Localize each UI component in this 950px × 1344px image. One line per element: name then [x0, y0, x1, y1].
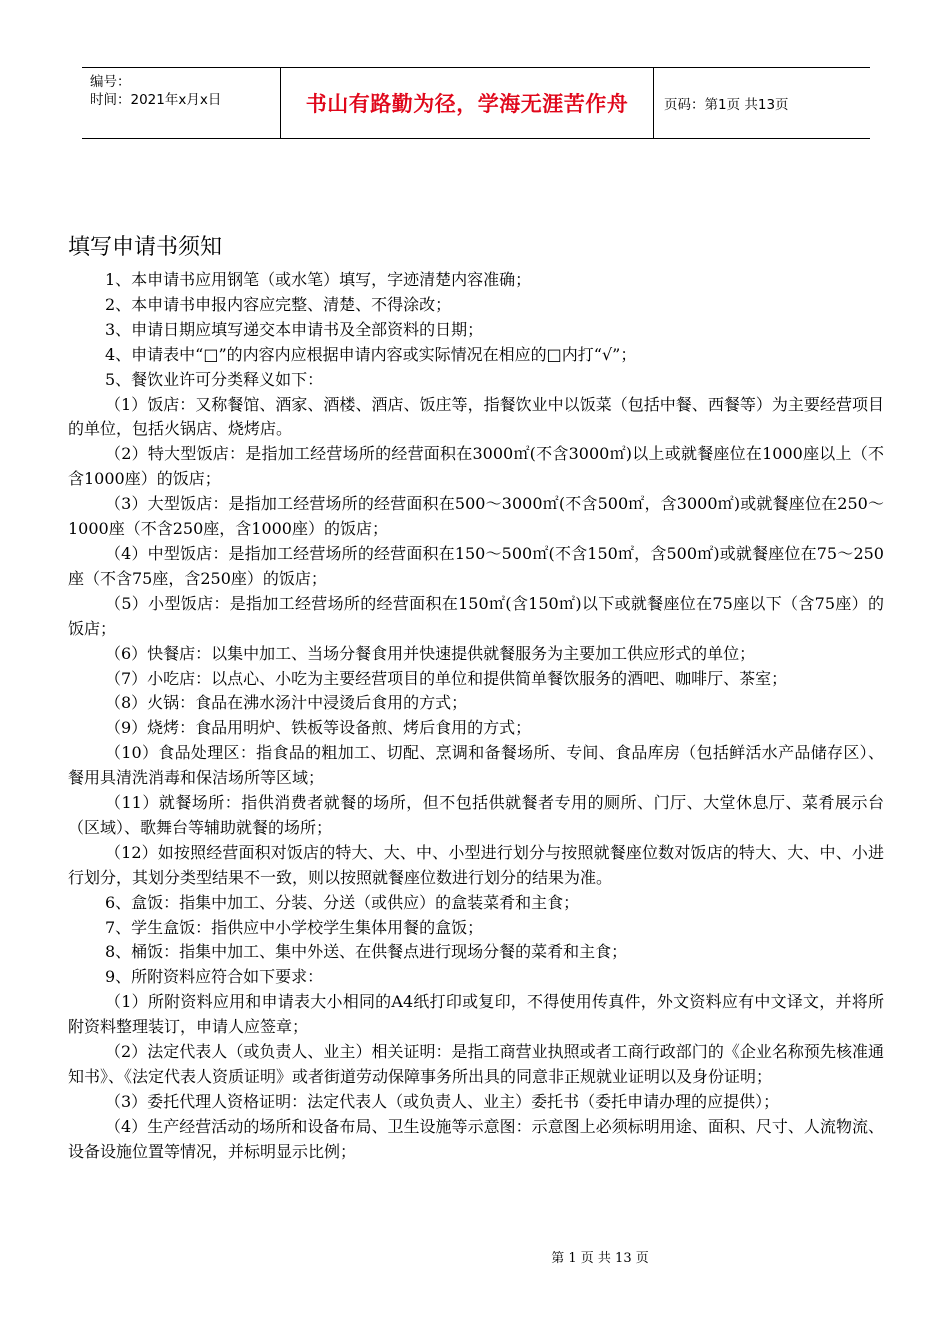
body-paragraph: （3）大型饭店：是指加工经营场所的经营面积在500～3000㎡(不含500㎡，含3000㎡)或就餐座位在250～1000座（不含250座，含1000座）的饭店； — [68, 494, 884, 539]
document-time-label: 时间：2021年x月x日 — [90, 92, 222, 108]
body-paragraph: （11）就餐场所：指供消费者就餐的场所，但不包括供就餐者专用的厕所、门厅、大堂休息厅、菜肴展示台（区域）、歌舞台等辅助就餐的场所； — [68, 793, 884, 837]
body-paragraph: 8、桶饭：指集中加工、集中外送、在供餐点进行现场分餐的菜肴和主食； — [105, 942, 628, 962]
body-paragraph: （4）生产经营活动的场所和设备布局、卫生设施等示意图：示意图上必须标明用途、面积、尺寸、人流物流、设备设施位置等情况，并标明显示比例； — [68, 1116, 884, 1161]
body-paragraph: 5、餐饮业许可分类释义如下： — [105, 369, 324, 389]
body-paragraph: （7）小吃店：以点心、小吃为主要经营项目的单位和提供简单餐饮服务的酒吧、咖啡厅、茶室； — [105, 668, 788, 688]
document-body — [68, 268, 884, 1165]
body-paragraph: （9）烧烤：食品用明炉、铁板等设备煎、烤后食用的方式； — [105, 718, 532, 738]
body-paragraph: （1）饭店：又称餐馆、酒家、酒楼、酒店、饭庄等，指餐饮业中以饭菜（包括中餐、西餐等）为主要经营项目的单位，包括火锅店、烧烤店。 — [68, 394, 884, 439]
body-paragraph: （5）小型饭店：是指加工经营场所的经营面积在150㎡(含150㎡)以下或就餐座位在75座以下（含75座）的饭店； — [68, 593, 884, 638]
body-paragraph: （2）特大型饭店：是指加工经营场所的经营面积在3000㎡(不含3000㎡)以上或就餐座位在1000座以上（不含1000座）的饭店； — [68, 444, 884, 489]
page-number: 第 1 页 共 13 页 — [551, 1251, 649, 1266]
body-paragraph: 7、学生盒饭：指供应中小学校学生集体用餐的盒饭； — [105, 917, 484, 937]
body-paragraph: （2）法定代表人（或负责人、业主）相关证明：是指工商营业执照或者工商行政部门的《企业名称预先核准通知书》、《法定代表人资质证明》或者街道劳动保障事务所出具的同意非正规就业证明以及身份证明； — [68, 1042, 884, 1086]
body-paragraph: （10）食品处理区：指食品的粗加工、切配、烹调和备餐场所、专间、食品库房（包括鲜活水产品储存区）、餐用具清洗消毒和保洁场所等区域； — [68, 743, 884, 788]
body-paragraph: （4）中型饭店：是指加工经营场所的经营面积在150～500㎡(不含150㎡，含500㎡)或就餐座位在75～250座（不含75座，含250座）的饭店； — [68, 543, 884, 588]
body-paragraph: （1）所附资料应用和申请表大小相同的A4纸打印或复印，不得使用传真件，外文资料应有中文译文，并将所附资料整理装订，申请人应签章； — [68, 992, 884, 1037]
body-paragraph: 4、申请表中“□”的内容内应根据申请内容或实际情况在相应的□内打“√”； — [105, 344, 637, 364]
header-page-info: 页码：第1页 共13页 — [664, 97, 789, 113]
body-paragraph: （8）火锅：食品在沸水汤汁中浸烫后食用的方式； — [105, 693, 468, 713]
body-paragraph: 9、所附资料应符合如下要求： — [105, 967, 324, 987]
body-paragraph: （12）如按照经营面积对饭店的特大、大、中、小型进行划分与按照就餐座位数对饭店的特大、大、中、小进行划分，其划分类型结果不一致，则以按照就餐座位数进行划分的结果为准。 — [68, 842, 884, 887]
page-header — [82, 67, 870, 139]
body-paragraph: （3）委托代理人资格证明：法定代表人（或负责人、业主）委托书（委托申请办理的应提供）； — [105, 1091, 780, 1111]
page-title: 填写申请书须知 — [68, 235, 223, 260]
body-paragraph: 1、本申请书应用钢笔（或水笔）填写，字迹清楚内容准确； — [105, 270, 532, 289]
header-motto: 书山有路勤为径，学海无涯苦作舟 — [281, 68, 654, 138]
page-footer — [0, 1247, 950, 1266]
header-meta — [82, 68, 281, 138]
document-number-label: 编号： — [90, 74, 131, 90]
body-paragraph: 2、本申请书申报内容应完整、清楚、不得涂改； — [105, 294, 452, 314]
body-paragraph: 6、盒饭：指集中加工、分装、分送（或供应）的盒装菜肴和主食； — [105, 892, 580, 912]
body-paragraph: （6）快餐店：以集中加工、当场分餐食用并快速提供就餐服务为主要加工供应形式的单位； — [105, 643, 756, 663]
body-paragraph: 3、申请日期应填写递交本申请书及全部资料的日期； — [105, 319, 484, 339]
